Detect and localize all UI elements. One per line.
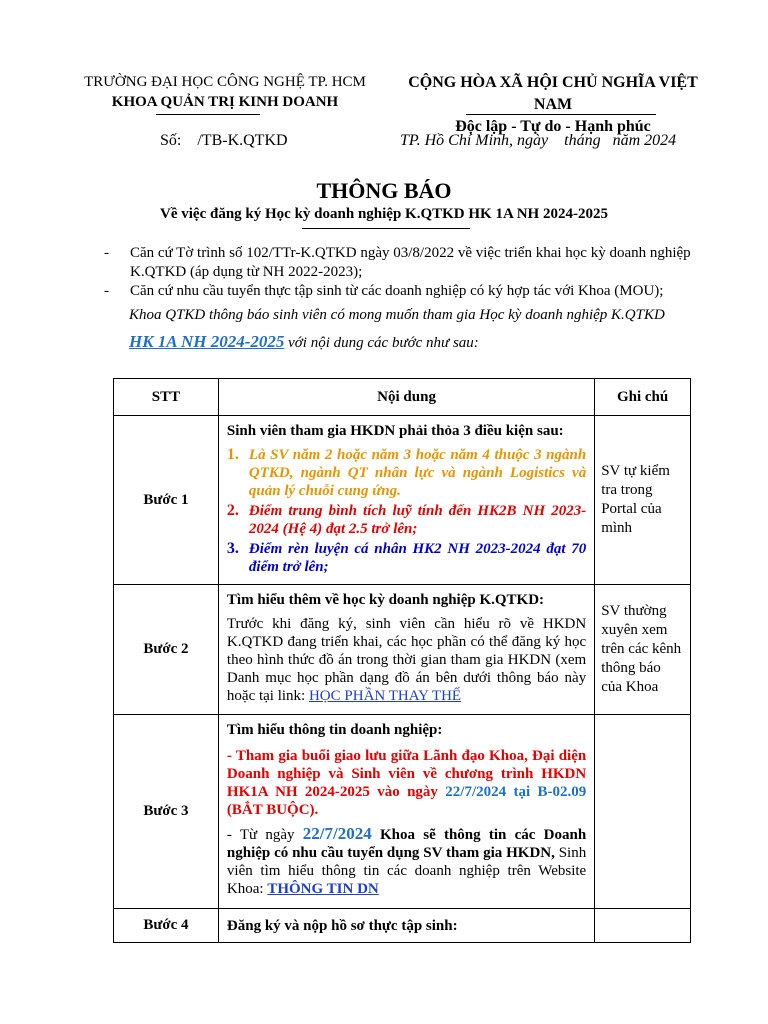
list-item: - Căn cứ Tờ trình số 102/TTr-K.QTKD ngày 03/8/2022 về việc triển khai học kỳ doanh nghiệp K.QTKD (áp dụng từ NH 2022-2023); — [104, 245, 691, 280]
conditions-list — [227, 446, 586, 576]
steps-table — [113, 378, 691, 943]
motto: Độc lập - Tự do - Hạnh phúc — [455, 118, 651, 135]
step-heading: Đăng ký và nộp hồ sơ thực tập sinh: — [218, 909, 594, 943]
step-note — [595, 715, 691, 909]
step-content — [218, 715, 594, 909]
faculty-name: KHOA QUẢN TRỊ KINH DOANH — [111, 94, 339, 110]
term-highlight: HK 1A NH 2024-2025 — [129, 332, 285, 351]
legal-basis-list — [104, 244, 704, 301]
step-label: Bước 2 — [114, 585, 219, 715]
table-row — [114, 416, 691, 585]
issuer-block — [60, 72, 390, 112]
motto-underline — [466, 114, 656, 115]
list-item: - Căn cứ nhu cầu tuyển thực tập sinh từ các doanh nghiệp có ký hợp tác với Khoa (MOU); — [104, 283, 664, 299]
step-content — [218, 416, 594, 585]
table-header-row — [114, 379, 691, 416]
country-name: CỘNG HÒA XÃ HỘI CHỦ NGHĨA VIỆT NAM — [408, 74, 698, 113]
header-stt: STT — [114, 379, 219, 416]
step-body: Trước khi đăng ký, sinh viên cần hiểu rõ về HKDN K.QTKD đang triển khai, các học phần có thể đăng ký học theo hình thức đồ án trong thời gian tham gia HKDN (xem Danh mục học phần dạng đồ án bên dưới thông báo này hoặc tại link: HỌC PHẦN THAY THẾ — [226, 616, 587, 704]
step-note: SV thường xuyên xem trên các kênh thông báo của Khoa — [595, 585, 691, 715]
step-note: SV tự kiểm tra trong Portal của mình — [595, 416, 691, 585]
document-title: THÔNG BÁO — [316, 178, 452, 203]
document-subtitle: Về việc đăng ký Học kỳ doanh nghiệp K.QTKD HK 1A NH 2024-2025 — [160, 206, 608, 222]
subtitle-underline — [302, 228, 470, 229]
header-content: Nội dung — [218, 379, 594, 416]
step-content — [218, 585, 594, 715]
faculty-underline — [156, 114, 260, 115]
university-name: TRƯỜNG ĐẠI HỌC CÔNG NGHỆ TP. HCM — [84, 74, 366, 90]
step-heading: Sinh viên tham gia HKDN phải thỏa 3 điều kiện sau: — [226, 423, 564, 439]
national-motto-block — [388, 72, 718, 138]
table-row — [114, 909, 691, 943]
list-item: 3. Điểm rèn luyện cá nhân HK2 NH 2023-2024 đạt 70 điểm trở lên; — [226, 540, 587, 575]
table-row — [114, 585, 691, 715]
company-info-paragraph: - Từ ngày 22/7/2024 Khoa sẽ thông tin các Doanh nghiệp có nhu cầu tuyển dụng SV tham gia HKDN, Sinh viên tìm hiểu thông tin các doanh nghiệp trên Website Khoa: THÔNG TIN DN — [226, 824, 587, 897]
mandatory-event: - Tham gia buổi giao lưu giữa Lãnh đạo Khoa, Đại diện Doanh nghiệp và Sinh viên về chương trình HKDN HK1A NH 2024-2025 vào ngày 22/7/2024 tại B-02.09 (BẮT BUỘC). — [226, 748, 587, 818]
header-note: Ghi chú — [595, 379, 691, 416]
step-heading: Tìm hiểu thông tin doanh nghiệp: — [226, 722, 443, 738]
step-note — [595, 909, 691, 943]
list-item: 1. Là SV năm 2 hoặc năm 3 hoặc năm 4 thuộc 3 ngành QTKD, ngành QT nhân lực và ngành Logistics và quản lý chuỗi cung ứng. — [226, 446, 587, 499]
document-number: Số: /TB-K.QTKD — [160, 132, 288, 149]
step-label: Bước 4 — [114, 909, 219, 943]
list-item: 2. Điểm trung bình tích luỹ tính đến HK2B NH 2023-2024 (Hệ 4) đạt 2.5 trở lên; — [226, 502, 587, 537]
company-info-link[interactable]: THÔNG TIN DN — [267, 881, 379, 897]
step-label: Bước 1 — [114, 416, 219, 585]
intro-line-2: HK 1A NH 2024-2025 với nội dung các bước như sau: — [129, 332, 479, 351]
step-heading: Tìm hiểu thêm về học kỳ doanh nghiệp K.QTKD: — [226, 592, 545, 608]
document-date: TP. Hồ Chí Minh, ngày tháng năm 2024 — [400, 132, 677, 149]
step-label: Bước 3 — [114, 715, 219, 909]
replacement-courses-link[interactable]: HỌC PHẦN THAY THẾ — [308, 688, 462, 704]
intro-line: Khoa QTKD thông báo sinh viên có mong muốn tham gia Học kỳ doanh nghiệp K.QTKD — [129, 307, 665, 323]
table-row — [114, 715, 691, 909]
